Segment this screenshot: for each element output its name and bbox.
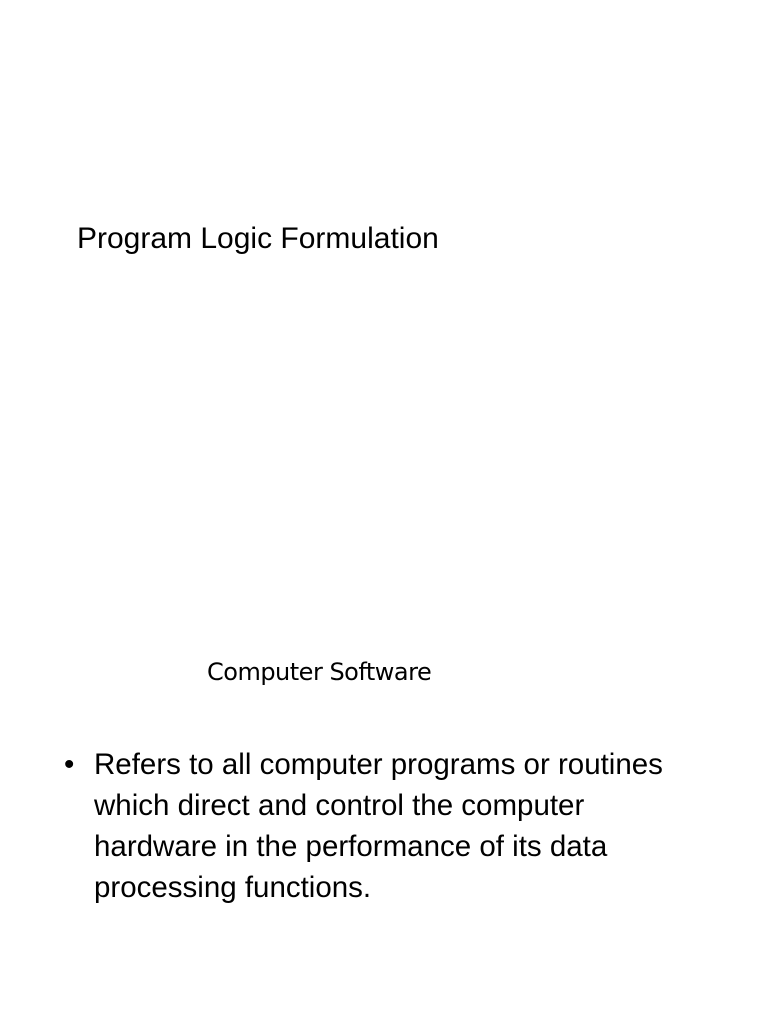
bullet-list-item (60, 744, 700, 908)
page-title: Program Logic Formulation (77, 222, 439, 255)
section-heading: Computer Software (207, 658, 432, 686)
bullet-marker: • (64, 748, 75, 781)
bullet-list (60, 744, 700, 908)
bullet-text: Refers to all computer programs or routines which direct and control the computer hardware in the performance of its data processing functions. (94, 748, 663, 904)
